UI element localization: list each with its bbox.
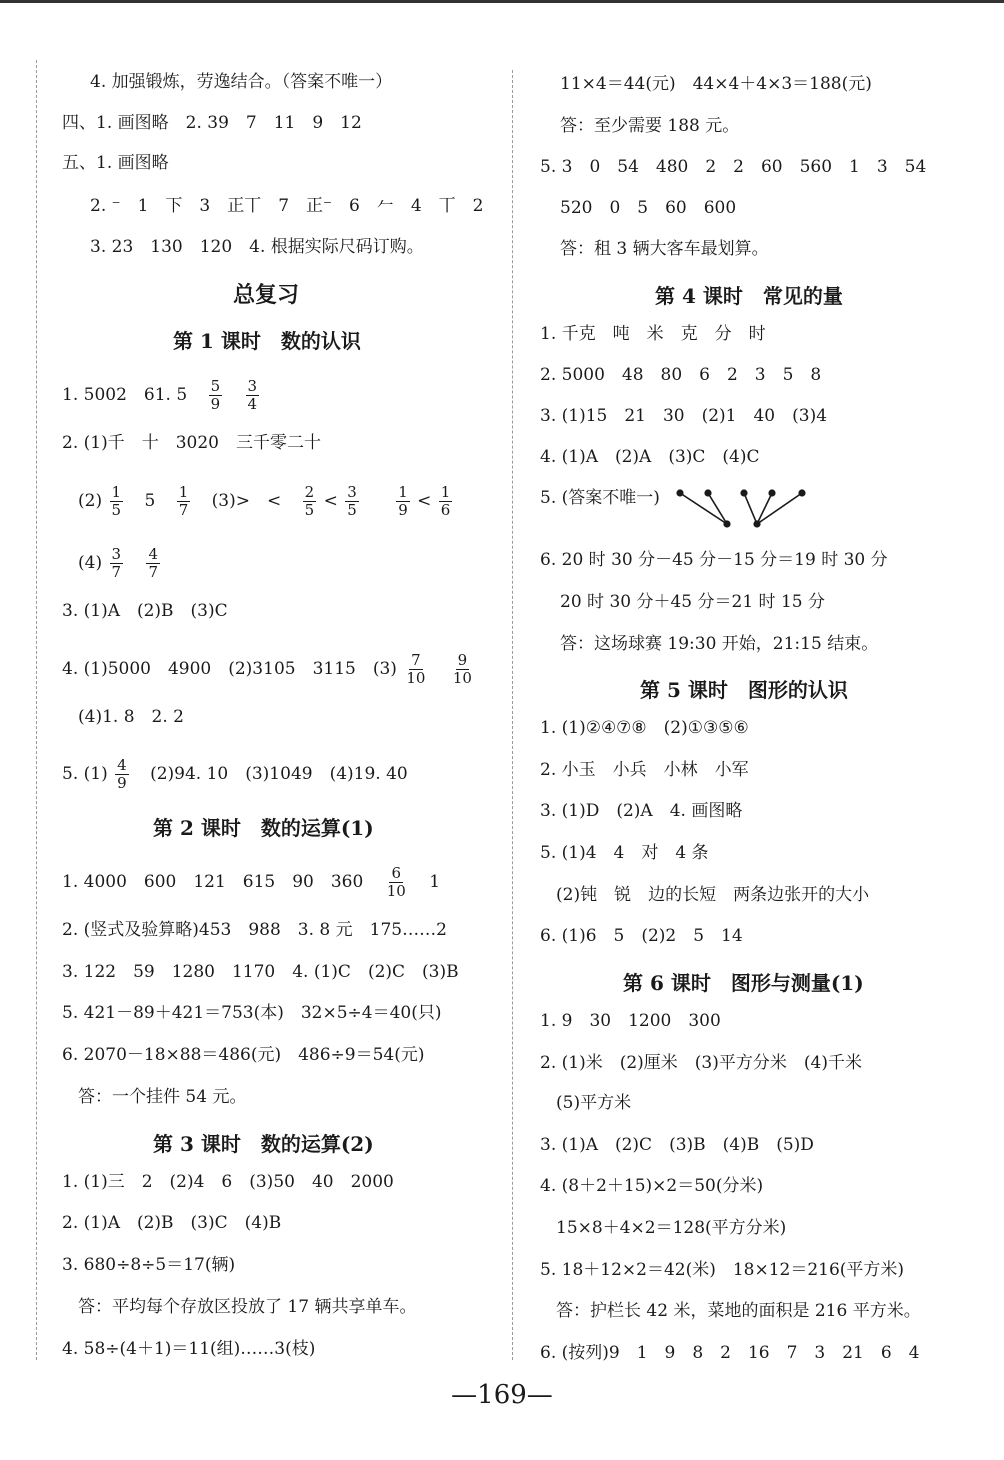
answer-line: 2. 小玉 小兵 小林 小军 bbox=[540, 760, 749, 780]
answer-line: 20 时 30 分＋45 分＝21 时 15 分 bbox=[560, 592, 825, 612]
answer-line: 答：租 3 辆大客车最划算。 bbox=[560, 239, 769, 259]
fraction bbox=[177, 484, 191, 519]
lesson-heading: 第 2 课时 数的运算(1) bbox=[153, 816, 374, 840]
dot bbox=[705, 490, 711, 496]
answer-line: 2. (1)千 十 3020 三千零二十 bbox=[62, 433, 321, 453]
answer-text: (4) bbox=[78, 553, 103, 573]
denominator: 7 bbox=[178, 501, 189, 519]
answer-line: 2. (1)米 (2)厘米 (3)平方分米 (4)千米 bbox=[540, 1053, 862, 1073]
column-divider bbox=[512, 70, 513, 1360]
answer-line: 1. 千克 吨 米 克 分 时 bbox=[540, 324, 766, 344]
answer-line bbox=[62, 652, 476, 687]
numerator: 1 bbox=[440, 483, 451, 501]
answer-line: 4. 加强锻炼，劳逸结合。（答案不唯一） bbox=[90, 72, 393, 92]
numerator: 1 bbox=[178, 483, 189, 501]
answer-line: 2. (1)A (2)B (3)C (4)B bbox=[62, 1213, 282, 1233]
answer-line: 4. (8＋2＋15)×2＝50(分米) bbox=[540, 1176, 764, 1196]
answer-line: (4)1. 8 2. 2 bbox=[78, 707, 184, 727]
fraction bbox=[303, 484, 317, 519]
denominator: 6 bbox=[440, 501, 451, 519]
answer-line: 1. (1)②④⑦⑧ (2)①③⑤⑥ bbox=[540, 718, 749, 738]
answer-text: (2)94. 10 (3)1049 (4)19. 40 bbox=[150, 764, 408, 784]
answer-text: < bbox=[323, 491, 338, 511]
answer-line: 2. ⁻ 1 下 3 正丅 7 正⁻ 6 𠂉 4 丅 2 bbox=[90, 196, 484, 216]
numerator: 5 bbox=[210, 377, 221, 395]
answer-text: 5 bbox=[144, 491, 156, 511]
numerator: 2 bbox=[304, 483, 315, 501]
answer-text: 1. 5002 61. 5 bbox=[62, 385, 188, 405]
dot bbox=[799, 490, 805, 496]
answer-line: 四、1. 画图略 2. 39 7 11 9 12 bbox=[62, 113, 362, 133]
top-rule bbox=[0, 0, 1004, 3]
match-line bbox=[744, 493, 757, 524]
answer-text: (3)> < bbox=[211, 491, 282, 511]
lesson-heading: 第 4 课时 常见的量 bbox=[655, 284, 843, 308]
denominator: 9 bbox=[117, 774, 127, 792]
answer-line: 6. (1)6 5 (2)2 5 14 bbox=[540, 926, 743, 946]
numerator: 4 bbox=[117, 756, 127, 774]
fraction bbox=[209, 378, 223, 413]
answer-text: (2) bbox=[78, 491, 103, 511]
fraction bbox=[385, 865, 408, 900]
numerator: 9 bbox=[457, 651, 468, 669]
answer-text: 4. (1)5000 4900 (2)3105 3115 (3) bbox=[62, 659, 397, 679]
fraction bbox=[345, 484, 359, 519]
denominator: 4 bbox=[247, 395, 258, 413]
matching-lines-diagram bbox=[672, 484, 812, 530]
answer-line: 6. 2070－18×88＝486(元) 486÷9＝54(元) bbox=[62, 1045, 425, 1065]
answer-line: 5. 18＋12×2＝42(米) 18×12＝216(平方米) bbox=[540, 1260, 905, 1280]
answer-line: 答：这场球赛 19:30 开始，21:15 结束。 bbox=[560, 634, 879, 654]
denominator: 7 bbox=[148, 563, 158, 581]
denominator: 9 bbox=[398, 501, 408, 519]
answer-line: (2)钝 锐 边的长短 两条边张开的大小 bbox=[556, 885, 870, 905]
answer-line: 答：一个挂件 54 元。 bbox=[78, 1087, 247, 1107]
numerator: 7 bbox=[411, 651, 421, 669]
answer-line bbox=[78, 484, 454, 519]
numerator: 1 bbox=[398, 483, 408, 501]
denominator: 5 bbox=[347, 501, 357, 519]
match-line bbox=[680, 493, 727, 524]
answer-text: < bbox=[417, 491, 432, 511]
fraction bbox=[396, 484, 410, 519]
answer-line bbox=[62, 865, 440, 900]
answer-line: 5. (答案不唯一) bbox=[540, 488, 660, 508]
fraction bbox=[451, 652, 474, 687]
fraction bbox=[246, 378, 260, 413]
lesson-heading: 第 5 课时 图形的认识 bbox=[640, 678, 848, 702]
answer-line bbox=[78, 546, 162, 581]
answer-line: (5)平方米 bbox=[556, 1093, 632, 1113]
answer-line bbox=[62, 378, 261, 413]
denominator: 7 bbox=[111, 563, 122, 581]
answer-line: 答：平均每个存放区投放了 17 辆共享单车。 bbox=[78, 1297, 417, 1317]
fraction bbox=[404, 652, 427, 687]
answer-line: 5. 421－89＋421＝753(本) 32×5÷4＝40(只) bbox=[62, 1003, 442, 1023]
answer-text: 1. 4000 600 121 615 90 360 bbox=[62, 872, 364, 892]
answer-line: 2. 5000 48 80 6 2 3 5 8 bbox=[540, 365, 822, 385]
denominator: 9 bbox=[210, 395, 221, 413]
answer-line: 3. (1)A (2)C (3)B (4)B (5)D bbox=[540, 1135, 814, 1155]
lesson-heading: 第 3 课时 数的运算(2) bbox=[153, 1132, 374, 1156]
answer-line: 520 0 5 60 600 bbox=[560, 198, 737, 218]
lesson-heading: 第 6 课时 图形与测量(1) bbox=[623, 971, 864, 995]
answer-line: 五、1. 画图略 bbox=[62, 153, 169, 173]
numerator: 4 bbox=[148, 545, 158, 563]
answer-line: 4. (1)A (2)A (3)C (4)C bbox=[540, 447, 760, 467]
answer-line: 3. 680÷8÷5＝17(辆) bbox=[62, 1255, 236, 1275]
answer-line bbox=[62, 757, 408, 792]
denominator: 5 bbox=[111, 501, 122, 519]
numerator: 3 bbox=[347, 483, 357, 501]
answer-line: 1. (1)三 2 (2)4 6 (3)50 40 2000 bbox=[62, 1172, 394, 1192]
answer-line: 2. (竖式及验算略)453 988 3. 8 元 175……2 bbox=[62, 920, 447, 940]
left-margin-rule bbox=[36, 60, 37, 1360]
answer-line: 15×8＋4×2＝128(平方分米) bbox=[556, 1218, 787, 1238]
numerator: 3 bbox=[111, 545, 122, 563]
answer-text: 5. (1) bbox=[62, 764, 108, 784]
answer-line: 11×4＝44(元) 44×4＋4×3＝188(元) bbox=[560, 74, 872, 94]
answer-line: 3. (1)A (2)B (3)C bbox=[62, 601, 228, 621]
answer-line: 3. 23 130 120 4. 根据实际尺码订购。 bbox=[90, 237, 424, 257]
answer-line: 6. (按列)9 1 9 8 2 16 7 3 21 6 4 bbox=[540, 1343, 920, 1363]
answer-line: 3. (1)15 21 30 (2)1 40 (3)4 bbox=[540, 406, 828, 426]
numerator: 3 bbox=[247, 377, 258, 395]
answer-line: 4. 58÷(4＋1)＝11(组)……3(枝) bbox=[62, 1339, 316, 1359]
section-title: 总复习 bbox=[233, 282, 300, 308]
fraction bbox=[115, 757, 129, 792]
fraction bbox=[439, 484, 453, 519]
answer-line: 5. 3 0 54 480 2 2 60 560 1 3 54 bbox=[540, 157, 927, 177]
lesson-heading: 第 1 课时 数的认识 bbox=[173, 329, 361, 353]
fraction bbox=[110, 484, 124, 519]
page-number: —169— bbox=[451, 1380, 553, 1410]
answer-line: 答：护栏长 42 米，菜地的面积是 216 平方米。 bbox=[556, 1301, 921, 1321]
denominator: 10 bbox=[452, 669, 472, 687]
dot bbox=[724, 521, 730, 527]
numerator: 6 bbox=[391, 864, 402, 882]
answer-line: 5. (1)4 4 对 4 条 bbox=[540, 843, 709, 863]
match-line bbox=[708, 493, 727, 524]
answer-line: 答：至少需要 188 元。 bbox=[560, 116, 740, 136]
answer-text: 1 bbox=[429, 872, 441, 892]
answer-line: 3. 122 59 1280 1170 4. (1)C (2)C (3)B bbox=[62, 962, 459, 982]
answer-line: 6. 20 时 30 分－45 分－15 分＝19 时 30 分 bbox=[540, 550, 888, 570]
numerator: 1 bbox=[111, 483, 122, 501]
denominator: 5 bbox=[304, 501, 315, 519]
answer-line: 3. (1)D (2)A 4. 画图略 bbox=[540, 801, 743, 821]
dot bbox=[677, 490, 683, 496]
dot bbox=[741, 490, 747, 496]
dot bbox=[769, 490, 775, 496]
fraction bbox=[146, 546, 160, 581]
answer-line: 1. 9 30 1200 300 bbox=[540, 1011, 721, 1031]
fraction bbox=[110, 546, 124, 581]
denominator: 10 bbox=[406, 669, 426, 687]
dot bbox=[754, 521, 760, 527]
denominator: 10 bbox=[386, 882, 406, 900]
